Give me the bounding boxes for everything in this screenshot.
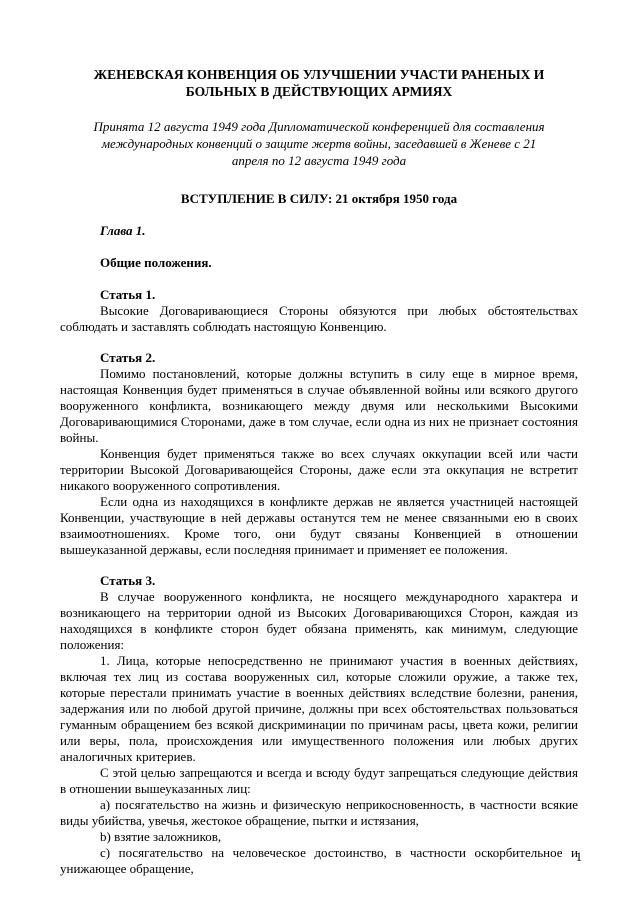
article-2-heading: Статья 2. (100, 350, 156, 365)
article-3-list-item-b: b) взятие заложников, (100, 829, 222, 844)
document-title: ЖЕНЕВСКАЯ КОНВЕНЦИЯ ОБ УЛУЧШЕНИИ УЧАСТИ РАНЕНЫХ И БОЛЬНЫХ В ДЕЙСТВУЮЩИХ АРМИЯХ (93, 67, 545, 99)
article-3-paragraph: 1. Лица, которые непосредственно не принимают участия в военных действиях, включая тех лиц из состава вооруженных сил, которые сложили оружие, а также тех, которые перестали принимать участие в военных действиях вследствие болезни, ранения, задержания или по любой другой причине, должны при всех обстоятельствах пользоваться гуманным обращением без всякой дискриминации по причинам расы, цвета кожи, религии или веры, пола, происхождения или имущественного положения или любых других аналогичных критериев. (60, 653, 578, 764)
section-heading: Общие положения. (100, 255, 212, 270)
article-2-paragraph: Конвенция будет применяться также во всех случаях оккупации всей или части территории Высокой Договаривающейся Стороны, даже если эта оккупация не встретит никакого вооруженного сопротивления. (60, 446, 578, 493)
entry-into-force: ВСТУПЛЕНИЕ В СИЛУ: 21 октября 1950 года (180, 191, 458, 206)
article-1-heading: Статья 1. (100, 287, 156, 302)
adoption-note: Принята 12 августа 1949 года Дипломатической конференцией для составления международных конвенций о защите жертв войны, заседавшей в Женеве с 21 апреля по 12 августа 1949 года (93, 119, 545, 168)
chapter-heading: Глава 1. (100, 223, 146, 238)
article-3-heading: Статья 3. (100, 573, 156, 588)
article-2-paragraph: Помимо постановлений, которые должны вступить в силу еще в мирное время, настоящая Конвенция будет применяться в случае объявленной войны или всякого другого вооруженного конфликта, возникающего между двумя или несколькими Высокими Договаривающимися Сторонами, даже в том случае, если одна из них не признает состояния войны. (60, 366, 578, 445)
article-3-paragraph: В случае вооруженного конфликта, не носящего международного характера и возникающего на территории одной из Высоких Договаривающихся Сторон, каждая из находящихся в конфликте сторон будет обязана применять, как минимум, следующие положения: (60, 589, 578, 652)
page-number: 1 (575, 850, 582, 864)
article-2-paragraph: Если одна из находящихся в конфликте держав не является участницей настоящей Конвенции, участвующие в ней державы останутся тем не менее связанными ею в своих взаимоотношениях. Кроме того, они будут связаны Конвенцией в отношении вышеуказанной державы, если последняя принимает и применяет ее положения. (60, 494, 578, 557)
article-3-paragraph: С этой целью запрещаются и всегда и всюду будут запрещаться следующие действия в отношении вышеуказанных лиц: (60, 765, 578, 796)
article-3-list-item-c: c) посягательство на человеческое достоинство, в частности оскорбительное и унижающее обращение, (60, 845, 578, 876)
article-3-list-item-a: a) посягательство на жизнь и физическую неприкосновенность, в частности всякие виды убийства, увечья, жестокое обращение, пытки и истязания, (60, 797, 578, 828)
article-1-paragraph: Высокие Договаривающиеся Стороны обязуются при любых обстоятельствах соблюдать и заставлять соблюдать настоящую Конвенцию. (60, 303, 578, 334)
